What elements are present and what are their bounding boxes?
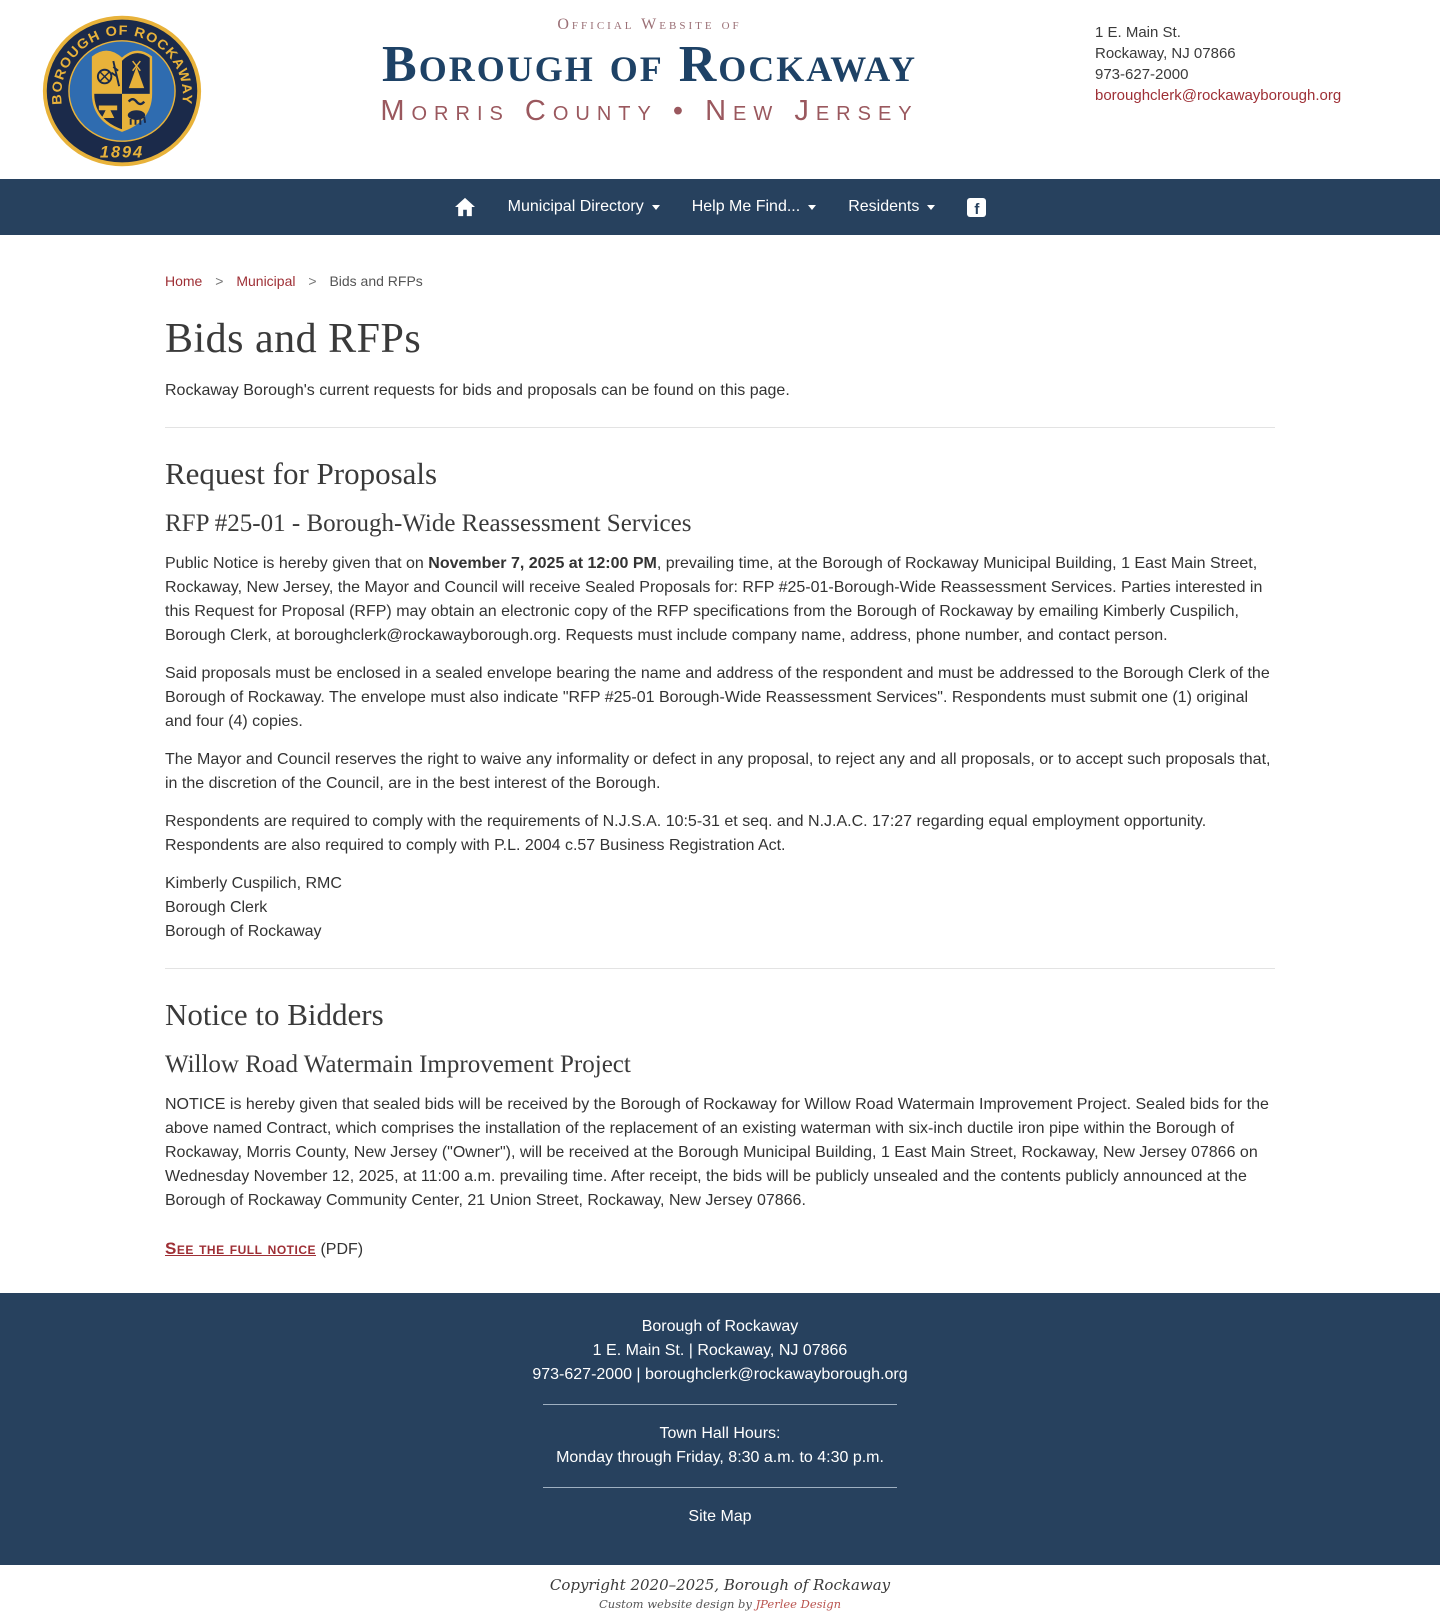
facebook-icon: f [967, 198, 986, 217]
rfp-paragraph-2: Said proposals must be enclosed in a sealed envelope bearing the name and address of the respondent and must be addressed to the Borough Clerk of the Borough of Rockaway. The envelope must also indicate "RFP #25-01 Borough-Wide Reassessment Services". Respondents must submit one (1) original and four (4) copies. [165, 665, 1270, 730]
chevron-down-icon [808, 205, 816, 210]
see-full-notice-link[interactable]: See the full notice [165, 1239, 317, 1258]
nav-item-help-me-find[interactable] [679, 188, 829, 226]
borough-seal-icon [40, 12, 204, 170]
rfp-subheading: RFP #25-01 - Borough-Wide Reassessment Services [165, 510, 692, 537]
official-website-label: Official Website of [557, 16, 742, 33]
footer-address: 1 E. Main St. | Rockaway, NJ 07866 [592, 1342, 848, 1359]
nav-facebook-link[interactable] [954, 188, 999, 227]
copyright-line: Copyright 2020–2025, Borough of Rockaway [549, 1576, 891, 1594]
rfp-signature-block [165, 872, 1275, 944]
site-footer [0, 1293, 1440, 1565]
signature-title: Borough Clerk [165, 899, 268, 916]
contact-address-line1: 1 E. Main St. [1095, 24, 1181, 41]
footer-divider [543, 1404, 897, 1405]
main-content [165, 273, 1275, 1259]
notice-section [165, 997, 1275, 1259]
rfp-p1-before: Public Notice is hereby given that on [165, 555, 429, 572]
footer-hours-value: Monday through Friday, 8:30 a.m. to 4:30 p.m. [556, 1449, 884, 1466]
breadcrumb [165, 273, 1275, 289]
borough-seal-logo [40, 12, 204, 175]
rfp-deadline: November 7, 2025 at 12:00 PM [428, 555, 657, 572]
copyright-area [0, 1565, 1440, 1623]
notice-link-suffix: (PDF) [316, 1241, 364, 1258]
section-divider [165, 427, 1275, 428]
site-subtitle: Morris County • New Jersey [380, 95, 919, 128]
breadcrumb-municipal[interactable]: Municipal [236, 273, 296, 289]
nav-label: Municipal Directory [507, 198, 644, 215]
footer-divider [543, 1487, 897, 1488]
section-divider [165, 968, 1275, 969]
footer-borough-name: Borough of Rockaway [641, 1318, 799, 1335]
page-intro: Rockaway Borough's current requests for bids and proposals can be found on this page. [165, 382, 790, 399]
chevron-down-icon [927, 205, 935, 210]
header-contact-block [1095, 0, 1440, 106]
notice-section-heading: Notice to Bidders [165, 997, 384, 1032]
breadcrumb-home[interactable]: Home [165, 273, 203, 289]
nav-item-municipal-directory[interactable] [495, 188, 673, 226]
nav-home-link[interactable] [441, 187, 489, 227]
design-credit-prefix: Custom website design by [598, 1597, 756, 1611]
rfp-paragraph-4: Respondents are required to comply with the requirements of N.J.S.A. 10:5-31 et seq. and N.J.A.C. 17:27 regarding equal employment opportunity. Respondents are also required to comply with P.L. 2004 c.57 Business Registration Act. [165, 813, 1207, 854]
breadcrumb-separator: > [308, 273, 317, 289]
designer-link[interactable]: JPerlee Design [755, 1597, 842, 1611]
rfp-paragraph-1 [165, 552, 1275, 648]
chevron-down-icon [652, 205, 660, 210]
seal-ring-text: BOROUGH OF ROCKAWAY [49, 22, 195, 106]
rfp-section [165, 456, 1275, 944]
notice-paragraph-1: NOTICE is hereby given that sealed bids will be received by the Borough of Rockaway for Willow Road Watermain Improvement Project. Sealed bids for the above named Contract, which comprises the installation of the replacement of an existing waterman with six-inch ductile iron pipe within the Borough of Rockaway, Morris County, New Jersey ("Owner"), will be received at the Borough Municipal Building, 1 East Main Street, Rockaway, New Jersey 07866 on Wednesday November 12, 2025, at 11:00 a.m. prevailing time. After receipt, the bids will be publicly unsealed and the contents publicly announced at the Borough of Rockaway Community Center, 21 Union Street, Rockaway, New Jersey 07866. [165, 1096, 1269, 1209]
breadcrumb-current: Bids and RFPs [329, 273, 423, 289]
home-icon [454, 197, 476, 217]
contact-email-link[interactable]: boroughclerk@rockawayborough.org [1095, 87, 1342, 104]
rfp-body [165, 552, 1275, 944]
breadcrumb-separator: > [215, 273, 224, 289]
rfp-p1-after: , prevailing time, at the Borough of Rockaway Municipal Building, 1 East Main Street, Rockaway, New Jersey, the Mayor and Council will receive Sealed Proposals for: RFP #25-01-Borough-Wide Reassessment Services. Parties interested in this Request for Proposal (RFP) may obtain an electronic copy of the RFP specifications from the Borough of Rockaway by emailing Kimberly Cuspilich, Borough Clerk, at boroughclerk@rockawayborough.org. Requests must include company name, address, phone number, and contact person. [165, 555, 1263, 644]
nav-label: Residents [848, 198, 920, 215]
notice-link-line [165, 1239, 1275, 1259]
contact-address-line2: Rockaway, NJ 07866 [1095, 45, 1236, 62]
notice-body [165, 1093, 1275, 1213]
design-credit-line [0, 1597, 1440, 1611]
footer-contact: 973-627-2000 | boroughclerk@rockawayborough.org [532, 1366, 908, 1383]
page-title: Bids and RFPs [165, 316, 422, 362]
rfp-section-heading: Request for Proposals [165, 456, 438, 491]
site-header [0, 0, 1440, 179]
site-identity [204, 0, 1095, 128]
seal-year: 1894 [99, 143, 145, 162]
footer-hours-label: Town Hall Hours: [659, 1425, 781, 1442]
rfp-paragraph-3: The Mayor and Council reserves the right to waive any informality or defect in any proposal, to reject any and all proposals, or to accept such proposals that, in the discretion of the Council, are in the best interest of the Borough. [165, 751, 1271, 792]
nav-label: Help Me Find... [691, 198, 801, 215]
nav-item-residents[interactable] [835, 188, 948, 226]
signature-org: Borough of Rockaway [165, 923, 322, 940]
signature-name: Kimberly Cuspilich, RMC [165, 875, 342, 892]
site-title: Borough of Rockaway [382, 36, 917, 93]
contact-phone: 973-627-2000 [1095, 66, 1189, 83]
sitemap-link[interactable]: Site Map [688, 1508, 752, 1525]
main-nav [0, 179, 1440, 235]
notice-subheading: Willow Road Watermain Improvement Project [165, 1051, 631, 1078]
